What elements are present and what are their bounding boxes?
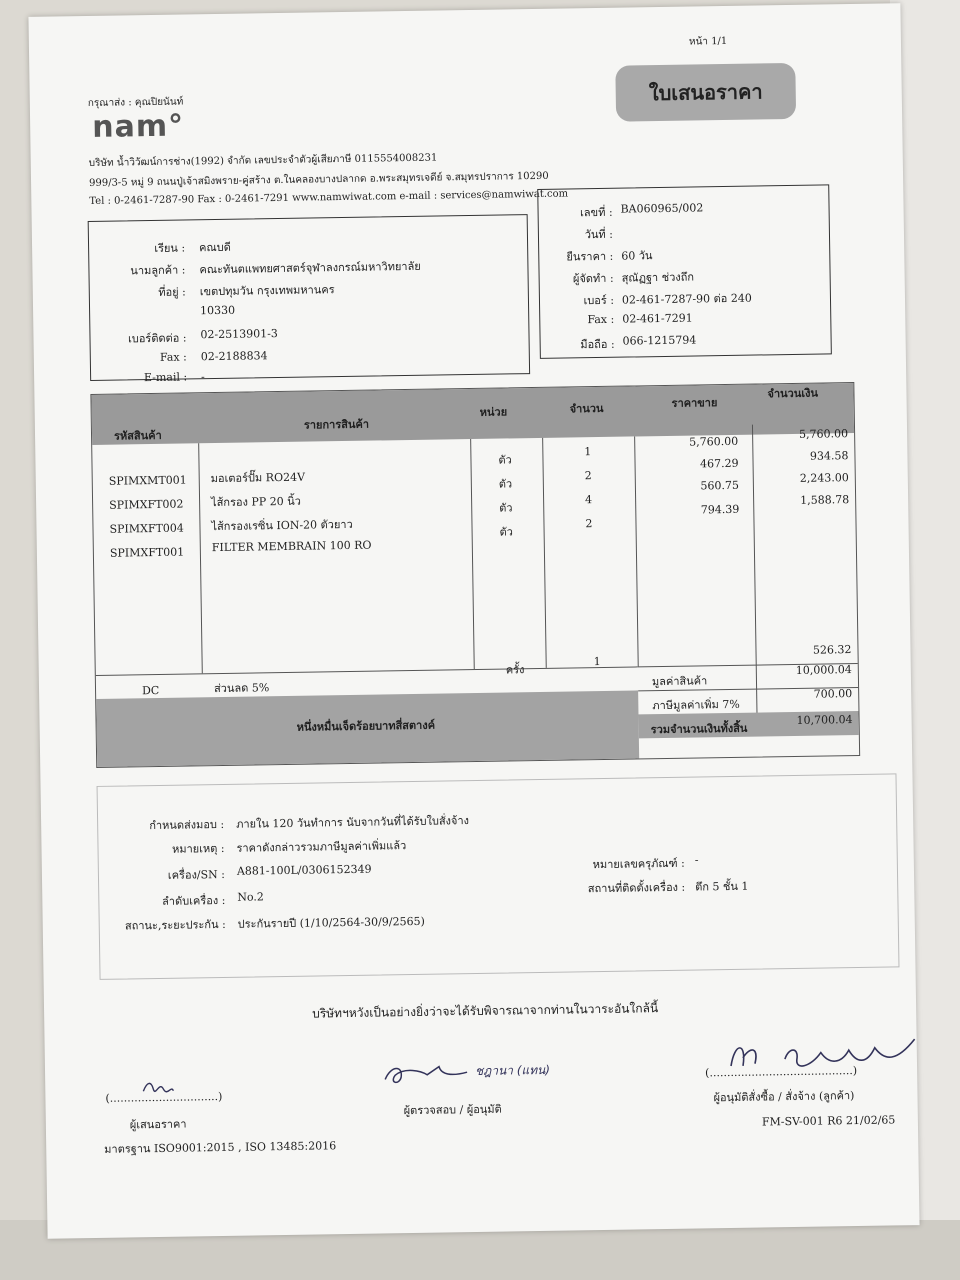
checker-handwritten-name: ชฎานา (แทน) (474, 1062, 551, 1079)
quote-info-box: เลขที่ : BA060965/002 วันที่ : ยืนราคา : 60 วัน ผู้จัดทำ : สุณัฏฐา ช่วงถึก เบอร์ : 02-461-7287-90 ต่อ 240 Fax : 02-461-7291 มือถือ : 066-1215794 (537, 184, 832, 359)
fax-value: 02-2188834 (200, 349, 268, 364)
note-label: หมายเหตุ (171, 842, 218, 856)
header-amount: จำนวนเงิน (767, 386, 819, 401)
proposer-label: ผู้เสนอราคา (129, 1117, 187, 1132)
items-table (90, 382, 860, 768)
row3-price: 560.75 (700, 478, 740, 493)
address-label: ที่อยู่ (158, 285, 179, 299)
date-label: วันที่ (584, 227, 606, 242)
customer-name-label: นามลูกค้า (130, 263, 179, 278)
form-code: FM-SV-001 R6 21/02/65 (761, 1113, 896, 1129)
row2-desc: ไส้กรอง PP 20 นิ้ว (211, 494, 301, 510)
machine-order-value: No.2 (237, 890, 264, 904)
total-in-words: หนึ่งหมื่นเจ็ดร้อยบาทสี่สตางค์ (296, 718, 436, 734)
mobile-value: 066-1215794 (622, 333, 697, 348)
header-price: ราคาขาย (671, 396, 718, 410)
discount-divider (96, 666, 638, 676)
tel-label: เบอร์ (583, 293, 607, 308)
approver-sign-line: (.........................................) (705, 1064, 858, 1080)
row4-desc: FILTER MEMBRAIN 100 RO (211, 538, 372, 555)
document-title: ใบเสนอราคา (615, 63, 796, 122)
iso-standards: มาตรฐาน ISO9001:2015 , ISO 13485:2016 (104, 1139, 337, 1156)
machine-order-label: ลำดับเครื่อง (161, 894, 219, 908)
col-divider (752, 425, 758, 731)
prepared-by-value: สุณัฏฐา ช่วงถึก (621, 270, 695, 285)
quote-fax-value: 02-461-7291 (622, 311, 693, 326)
company-address: 999/3-5 หมู่ 9 ถนนปู่เจ้าสมิงพราย-คู่สร้าง ต.ในคลองบางปลากด อ.พระสมุทรเจดีย์ จ.สมุทรปราการ 10290 (88, 170, 549, 189)
row4-qty: 2 (585, 517, 593, 531)
discount-unit: ครั้ง (505, 663, 525, 677)
quote-fax-label: Fax (587, 312, 608, 327)
subtotal-label: มูลค่าสินค้า (651, 674, 708, 689)
location-label: สถานที่ติดตั้งเครื่อง (587, 880, 679, 896)
row4-amount: 1,588.78 (800, 493, 850, 507)
phone-label: เบอร์ติดต่อ (127, 331, 180, 346)
grand-total-label: รวมจำนวนเงินทั้งสิ้น (650, 721, 748, 737)
table-header-bar (91, 383, 854, 445)
customer-name-value: คณะทันตแพทยศาสตร์จุฬาลงกรณ์มหาวิทยาลัย (199, 259, 421, 277)
sender-label: กรุณาส่ง : คุณปิยนันท์ (87, 96, 184, 110)
company-line1: บริษัท น้ำวิวัฒน์การช่าง(1992) จำกัด เลขประจำตัวผู้เสียภาษี 0115554008231 (88, 152, 438, 169)
fax-label: Fax (159, 350, 180, 364)
email-label: E-mail (143, 370, 181, 385)
attn-value: คณบดี (199, 240, 231, 255)
tel-value: 02-461-7287-90 ต่อ 240 (621, 291, 752, 307)
checker-label: ผู้ตรวจสอบ / ผู้อนุมัติ (403, 1102, 502, 1118)
vat-label: ภาษีมูลค่าเพิ่ม 7% (652, 697, 740, 713)
row2-price: 467.29 (699, 456, 739, 471)
warranty-value: ประกันรายปี (1/10/2564-30/9/2565) (237, 914, 425, 931)
discount-qty: 1 (593, 655, 601, 669)
row1-price: 5,760.00 (689, 434, 739, 449)
row3-code: SPIMXFT004 (109, 521, 184, 536)
quote-no-value: BA060965/002 (620, 201, 704, 216)
warranty-label: สถานะ,ระยะประกัน (124, 918, 219, 933)
proposer-sign-line: (...............................) (105, 1090, 223, 1105)
col-divider (542, 438, 547, 668)
header-qty: จำนวน (569, 401, 604, 416)
subtotal-value: 10,000.04 (795, 663, 852, 677)
address-value: เขตปทุมวัน กรุงเทพมหานคร (199, 283, 335, 299)
closing-statement: บริษัทฯหวังเป็นอย่างยิ่งว่าจะได้รับพิจารณาจากท่านในวาระอันใกล้นี้ (312, 1001, 659, 1021)
asset-no-value: - (694, 853, 699, 867)
row2-code: SPIMXFT002 (109, 497, 184, 512)
validity-value: 60 วัน (621, 249, 653, 263)
row4-price: 794.39 (700, 502, 740, 517)
quote-no-label: เลขที่ (580, 205, 606, 220)
row1-qty: 1 (584, 445, 592, 459)
mobile-label: มือถือ (580, 337, 608, 352)
header-unit: หน่วย (479, 405, 508, 419)
page-number: หน้า 1/1 (688, 35, 728, 48)
terms-box: กำหนดส่งมอบ : ภายใน 120 วันทำการ นับจากวันที่ได้รับใบสั่งจ้าง หมายเหตุ : ราคาดังกล่าวรวมภาษีมูลค่าเพิ่มแล้ว เครื่อง/SN : A881-100L/0306152349 ลำดับเครื่อง : No.2 สถานะ,ระยะประกัน : ประกันรายปี (1/10/2564-30/9/2565) หมายเลขครุภัณฑ์ : - สถานที่ติดตั้งเครื่อง : ตึก 5 ชั้น 1 (97, 773, 900, 980)
col-divider (634, 436, 639, 666)
serial-label: เครื่อง/SN (167, 868, 218, 882)
company-contact: Tel : 0-2461-7287-90 Fax : 0-2461-7291 www.namwiwat.com e-mail : services@namwiwat.com (89, 188, 569, 207)
header-desc: รายการสินค้า (303, 417, 370, 432)
grand-total-value: 10,700.04 (796, 713, 853, 727)
address-zip: 10330 (199, 303, 236, 318)
row4-unit: ตัว (499, 525, 514, 539)
row2-qty: 2 (584, 469, 592, 483)
row3-desc: ไส้กรองเรซิ่น ION-20 ตัวยาว (211, 517, 353, 534)
header-code: รหัสสินค้า (113, 428, 162, 443)
company-logo: nam° (91, 108, 185, 145)
email-value: - (201, 370, 205, 384)
location-value: ตึก 5 ชั้น 1 (695, 879, 749, 894)
vat-value: 700.00 (813, 687, 853, 701)
validity-label: ยืนราคา (566, 249, 607, 264)
col-divider (470, 439, 475, 669)
row1-code: SPIMXMT001 (108, 473, 187, 488)
discount-desc: ส่วนลด 5% (213, 681, 270, 696)
serial-value: A881-100L/0306152349 (236, 862, 372, 878)
row1-desc: มอเตอร์ปั๊ม RO24V (210, 470, 306, 486)
row3-amount: 2,243.00 (799, 471, 849, 485)
phone-value: 02-2513901-3 (200, 327, 278, 342)
col-divider (198, 443, 203, 673)
asset-no-label: หมายเลขครุภัณฑ์ (592, 856, 678, 872)
prepared-by-label: ผู้จัดทำ (572, 271, 607, 286)
row1-unit: ตัว (498, 453, 512, 467)
discount-code: DC (141, 683, 160, 698)
quotation-paper (28, 3, 919, 1239)
delivery-label: กำหนดส่งมอบ (149, 818, 218, 833)
row2-unit: ตัว (498, 477, 513, 491)
attn-label: เรียน (154, 241, 179, 255)
row1-amount: 5,760.00 (799, 427, 849, 441)
row3-qty: 4 (585, 493, 593, 507)
delivery-value: ภายใน 120 วันทำการ นับจากวันที่ได้รับใบสั่งจ้าง (236, 814, 470, 831)
row3-unit: ตัว (499, 501, 513, 515)
discount-amount: 526.32 (812, 643, 852, 657)
note-value: ราคาดังกล่าวรวมภาษีมูลค่าเพิ่มแล้ว (236, 839, 407, 855)
approver-label: ผู้อนุมัติสั่งซื้อ / สั่งจ้าง (ลูกค้า) (713, 1089, 855, 1105)
customer-box: เรียน : คณบดี นามลูกค้า : คณะทันตแพทยศาสตร์จุฬาลงกรณ์มหาวิทยาลัย ที่อยู่ : เขตปทุมวัน กรุงเทพมหานคร 10330 เบอร์ติดต่อ : 02-2513901-3 Fax : 02-2188834 E-mail : - (88, 214, 530, 381)
row4-code: SPIMXFT001 (109, 545, 185, 560)
row2-amount: 934.58 (809, 449, 849, 463)
checker-signature (381, 1060, 471, 1091)
